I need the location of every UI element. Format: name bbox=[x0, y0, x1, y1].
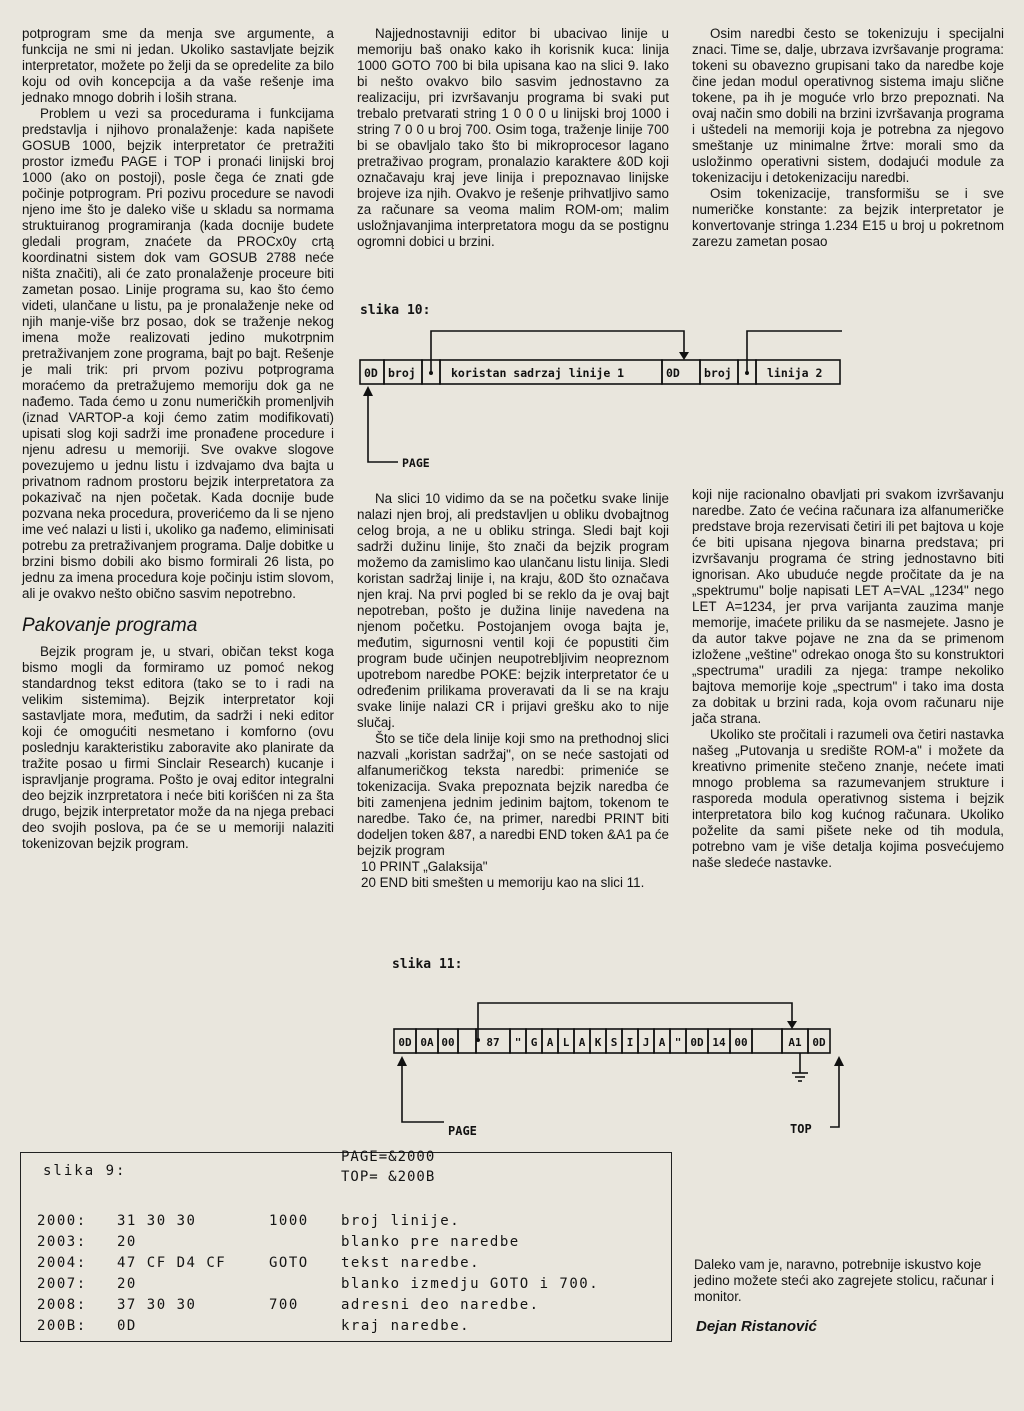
dump-row bbox=[37, 1318, 667, 1339]
paragraph: Osim naredbi često se tokenizuju i specijalni znaci. Time se, dalje, ubrzava izvršavanje programa: tokeni su obavezno grupisani tako da naredbe koje čine jedan modul operativnog sistema imaju slične tokene, pa ih je moguće vrlo brzo prepoznati. Na ovaj način smo dobili na brzini izvršavanja programa i uštedeli na memoriji koja je potrebna za njegovo smeštanje uz minimalne žrtve: morali smo da usložinmo operativni sistem, dodajući module za tokenizaciju i detokenizaciju naredbi. bbox=[692, 26, 1004, 185]
figure-10 bbox=[356, 300, 856, 480]
paragraph: potprogram sme da menja sve argumente, a funkcija ne smi ni jedan. Ukoliko sastavljate bejzik interpretator, možete po želji da se opredelite za bilo koju od ovih koncepcija a da vaše rešenje ima jednako mnogo dobrih i loših strana. bbox=[22, 26, 334, 105]
cell-label: A1 bbox=[788, 1036, 802, 1049]
dump-addr: 2004: bbox=[37, 1255, 87, 1271]
cell-label: broj bbox=[388, 366, 416, 380]
cell-label: A bbox=[658, 1036, 666, 1049]
dump-token: 700 bbox=[269, 1297, 299, 1313]
paragraph: Što se tiče dela linije koji smo na prethodnoj slici nazvali „koristan sadržaj", on se neće sastojati od alfanumeričkog teksta naredbi: primeniće se tokenizacija. Svaka prepoznata bejzik naredba će biti zamenjena jednim jedinim bajtom, tokenom te naredbe. Tako će, na primer, naredbi PRINT biti dodeljen token &87, a naredbi END token &A1 pa će bejzik program bbox=[357, 731, 669, 858]
cell-label: 14 bbox=[712, 1036, 726, 1049]
top-pointer-line bbox=[830, 1063, 839, 1127]
dump-desc: tekst naredbe. bbox=[341, 1255, 481, 1271]
dump-row bbox=[37, 1255, 667, 1276]
column-middle-top bbox=[357, 26, 669, 250]
figure-11 bbox=[390, 955, 870, 1145]
cell-label: G bbox=[530, 1036, 538, 1049]
cell-label: 00 bbox=[734, 1036, 748, 1049]
dump-bytes: 31 30 30 bbox=[117, 1213, 197, 1229]
cell-label: 00 bbox=[441, 1036, 455, 1049]
author: Dejan Ristanović bbox=[696, 1318, 817, 1335]
paragraph: Problem u vezi sa procedurama i funkcijama predstavlja i njihovo pronalaženje: kada napišete GOSUB 1000, bejzik interpretator će pretražiti prostor između PAGE i TOP i pronaći linijski broj 1000 (ako on postoji), posle čega će znati gde počinje potprogram. Pri pozivu procedure se navodi njeno ime što je daleko više u skladu sa normama struktuiranog programiranja (kada docnije budete gledali program, znaćete da PROCx0y crtą koordinatni sistem dok vam GOSUB 2788 neće ništa značiti), ali će zato pronalaženje proceure biti zametan posao. Linije programa su, kao što ćemo videti, ulančane u listu, pa je pronalaženje neke od njih manje-više brz posao, dok se traženje nekog imena može realizovati jedino mukotrpnim pretraživanjem zone programa, bajt po bajt. Rešenje je mali trik: pri prvom pozivu potprograma moraćemo da pretražujemo memoriju dok ga ne nađemo. Tada ćemo u zonu numeričkih promenljvih (iznad VARTOP-a koji ćemo zatim modifikovati) upisati slog koji sadrži ime pronađene procedure i njenu adresu u memoriji. Sve ovakve slogove povezujemo u jednu listu i izdvajamo dva bajta u privatnom radnom prostoru bejzik interpretatora za pokazivač na njen početak. Kada docnije bude pozvana neka procedura, proverićemo da li se njeno ime već nalazi u listi i, ukoliko ga nađemo, eliminisati potrebu za pretraživanjem programa. Dalje dobitke u brzini bismo dobili ako bismo formirali 26 lista, po jednu za imena procedura koje počinju istim slovom, ali je ovakvo nešto obično sasvim nepotrebno. bbox=[22, 106, 334, 601]
pointer-line bbox=[478, 1003, 792, 1040]
cell-label: L bbox=[562, 1036, 570, 1049]
figure-label: slika 11: bbox=[392, 957, 463, 972]
dump-bytes: 0D bbox=[117, 1318, 137, 1334]
section-heading: Pakovanje programa bbox=[22, 615, 198, 636]
arrowhead bbox=[834, 1056, 844, 1066]
cell-label: J bbox=[642, 1036, 650, 1049]
dump-bytes: 20 bbox=[117, 1276, 137, 1292]
cell-label: K bbox=[594, 1036, 602, 1049]
paragraph: Osim tokenizacije, transformišu se i sve numeričke konstante: za bejzik interpretator je konvertovanje stringa 1.234 E15 u broj u pokretnom zarezu zametan posao bbox=[692, 186, 1004, 249]
code-line: 20 END biti smešten u memoriju kao na slici 11. bbox=[361, 875, 645, 890]
pointer-dot bbox=[745, 371, 749, 375]
dump-token: GOTO bbox=[269, 1255, 309, 1271]
paragraph: Na slici 10 vidimo da se na početku svake linije nalazi njen broj, ali predstavljen u obliku dvobajtnog celog broja, a ne u obliku stringa. Sledi bajt koji sadrži dužinu linije, što znači da bejzik program možemo da zamislimo kao ulančanu listu linija. Sledi koristan sadržaj linije i, na kraju, &0D što označava njen kraj. Na prvi pogled bi se reklo da je ovaj bajt nepotreban, pošto je dužina linije navedena na njenom početku. Postojanjem ovoga bajta je, međutim, sigurnosni ventil koji će popustiti čim program bude učinjen neupotrebljivim neopreznom upotrebom naredbe POKE: bejzik interpretator će u određenim prilikama proveravati da li se na kraju svake linije nalazi CR i prijavi grešku ako to nije slučaj. bbox=[357, 491, 669, 730]
figure-10-diagram bbox=[356, 300, 856, 480]
cell-label: koristan sadrzaj linije 1 bbox=[451, 366, 625, 380]
dump-bytes: 47 CF D4 CF bbox=[117, 1255, 227, 1271]
cell-label: 0A bbox=[420, 1036, 434, 1049]
caption: Daleko vam je, naravno, potrebnije iskustvo koje jedino možete steći ako zagrejete stolicu, računar i monitor. bbox=[694, 1257, 994, 1304]
arrowhead bbox=[679, 352, 689, 360]
column-left bbox=[22, 26, 334, 852]
pointer-dot bbox=[429, 371, 433, 375]
paragraph: Najjednostavniji editor bi ubacivao linije u memoriju baš onako kako ih korisnik kuca: linija 1000 GOTO 700 bi bila upisana kao na slici 9. Iako bi nešto ovakvo bilo sasvim jednostavno za realizaciju, pri izvršavanju programa bi svaki put trebalo pretvarati string 1 0 0 0 u linijski broj 1000 i string 7 0 0 u broj 700. Osim toga, traženje linije 700 bi se obavljalo tako što bi mikroprocesor lagano pretraživao program, pronalazio karaktere &0D koji označavaju kraj jeve linija i prepoznavao linijske brojeve iza njih. Ovakvo je rešenje prihvatljivo samo za računare sa veoma malim ROM-om; malim usložnjavanjima interpretatora mogu da se postignu ogromni dobici u brzini. bbox=[357, 26, 669, 249]
cell-label: 0D bbox=[666, 366, 680, 380]
cell-label: 0D bbox=[398, 1036, 412, 1049]
column-middle-bottom bbox=[357, 491, 669, 891]
arrowhead bbox=[363, 386, 373, 396]
cell-row bbox=[394, 1029, 830, 1053]
dump-token: 1000 bbox=[269, 1213, 309, 1229]
dump-addr: 2007: bbox=[37, 1276, 87, 1292]
cell-label: " bbox=[674, 1036, 682, 1049]
cell-label: 87 bbox=[486, 1036, 500, 1049]
cell-label: 0D bbox=[812, 1036, 826, 1049]
dump-addr: 2003: bbox=[37, 1234, 87, 1250]
cell-label: I bbox=[626, 1036, 634, 1049]
dump-addr: 2008: bbox=[37, 1297, 87, 1313]
dump-bytes: 20 bbox=[117, 1234, 137, 1250]
column-right-bottom bbox=[692, 487, 1004, 871]
cell-label: " bbox=[514, 1036, 522, 1049]
dump-addr: 200B: bbox=[37, 1318, 87, 1334]
arrowhead bbox=[397, 1056, 407, 1066]
page-pointer-line bbox=[402, 1063, 444, 1122]
cell-label: A bbox=[546, 1036, 554, 1049]
figure-9-box bbox=[20, 1149, 672, 1342]
top-line: TOP= &200B bbox=[341, 1169, 436, 1185]
cell-label: broj bbox=[704, 366, 732, 380]
top-label: TOP bbox=[790, 1122, 812, 1136]
dump-desc: kraj naredbe. bbox=[341, 1318, 471, 1334]
figure-label: slika 10: bbox=[360, 303, 431, 318]
page-line: PAGE=&2000 bbox=[341, 1149, 436, 1165]
dump-desc: blanko izmedju GOTO i 700. bbox=[341, 1276, 600, 1292]
page-label: PAGE bbox=[448, 1124, 477, 1138]
page-pointer-line bbox=[368, 393, 398, 462]
cell-box bbox=[752, 1029, 782, 1053]
figure-label: slika 9: bbox=[43, 1163, 127, 1179]
cell-label: 0D bbox=[690, 1036, 704, 1049]
dump-desc: adresni deo naredbe. bbox=[341, 1297, 540, 1313]
figure-11-diagram bbox=[390, 955, 870, 1145]
arrowhead bbox=[787, 1021, 797, 1029]
dump-desc: broj linije. bbox=[341, 1213, 461, 1229]
cell-box bbox=[458, 1029, 476, 1053]
dump-row bbox=[37, 1297, 667, 1318]
paragraph: Ukoliko ste pročitali i razumeli ova četiri nastavka našeg „Putovanja u središte ROM-a" i možete da kreativno primenite stečeno znanje, nećete imati mnogo problema sa razumevanjem strukture i rasporeda modula operativnog sistema i bejzik interpretatora bilo kog kućnog računara. Ukoliko poželite da sami pišete neke od tih modula, potrebno vam je više detalja kojima posvećujemo naše sledeće nastavke. bbox=[692, 727, 1004, 870]
dump-bytes: 37 30 30 bbox=[117, 1297, 197, 1313]
page-label: PAGE bbox=[402, 456, 430, 470]
cell-label: 0D bbox=[364, 366, 378, 380]
paragraph: koji nije racionalno obavljati pri svakom izvršavanju naredbe. Zato će većina računara iza alfanumeričke predstave broja rezervisati četiri ili pet bajtova u koje će biti upisana njegova binarna predstava; pri izvršavanju programa će string jednostavno biti ignorisan. Ako ubuduće negde pročitate da je na „spektrumu" bolje napisati LET A=VAL „1234" nego LET A=1234, jer prva varijanta zauzima manje memorije, imaćete priliku da se nasmejete. Jasno je da autor takve pojave ne zna da se primenom izloženе „veštine" odrekao onoga što su konstruktori „spectruma" uradili za njega: trampe nekoliko bajtova memorije koje „spectrum" i tako ima dosta za dobitak u brzini rada, koja ovom računaru nije jača strana. bbox=[692, 487, 1004, 726]
cell-label: S bbox=[610, 1036, 618, 1049]
dump-row bbox=[37, 1276, 667, 1297]
memory-dump bbox=[37, 1213, 667, 1339]
dump-row bbox=[37, 1234, 667, 1255]
code-line: 10 PRINT „Galaksija" bbox=[361, 859, 488, 874]
paragraph: Bejzik program je, u stvari, običan tekst koga bismo mogli da formiramo uz pomoć nekog standardnog tekst editora (tako se to i radi na velikim sistemima). Bejzik interpretator koji sastavljate mora, međutim, da sadrži i neki editor koji će omogućiti nesmetano i komforno (ovu poslednju karakteristiku zaboravite ako planirate da tražite posao u firmi Sinclair Research) kucanje i ispravljanje programa. Pošto je ovaj editor integralni deo bejzik inzrpretatora i neće biti korišćen ni za šta drugo, bejzik interpretator može da na njega prebaci deo svojih poslova, pa će se u memoriji nalaziti tokenizovan bejzik program. bbox=[22, 644, 334, 851]
column-right-top bbox=[692, 26, 1004, 250]
cell-label: linija 2 bbox=[767, 366, 823, 380]
dump-addr: 2000: bbox=[37, 1213, 87, 1229]
cell-label: A bbox=[578, 1036, 586, 1049]
dump-row bbox=[37, 1213, 667, 1234]
dump-desc: blanko pre naredbe bbox=[341, 1234, 520, 1250]
